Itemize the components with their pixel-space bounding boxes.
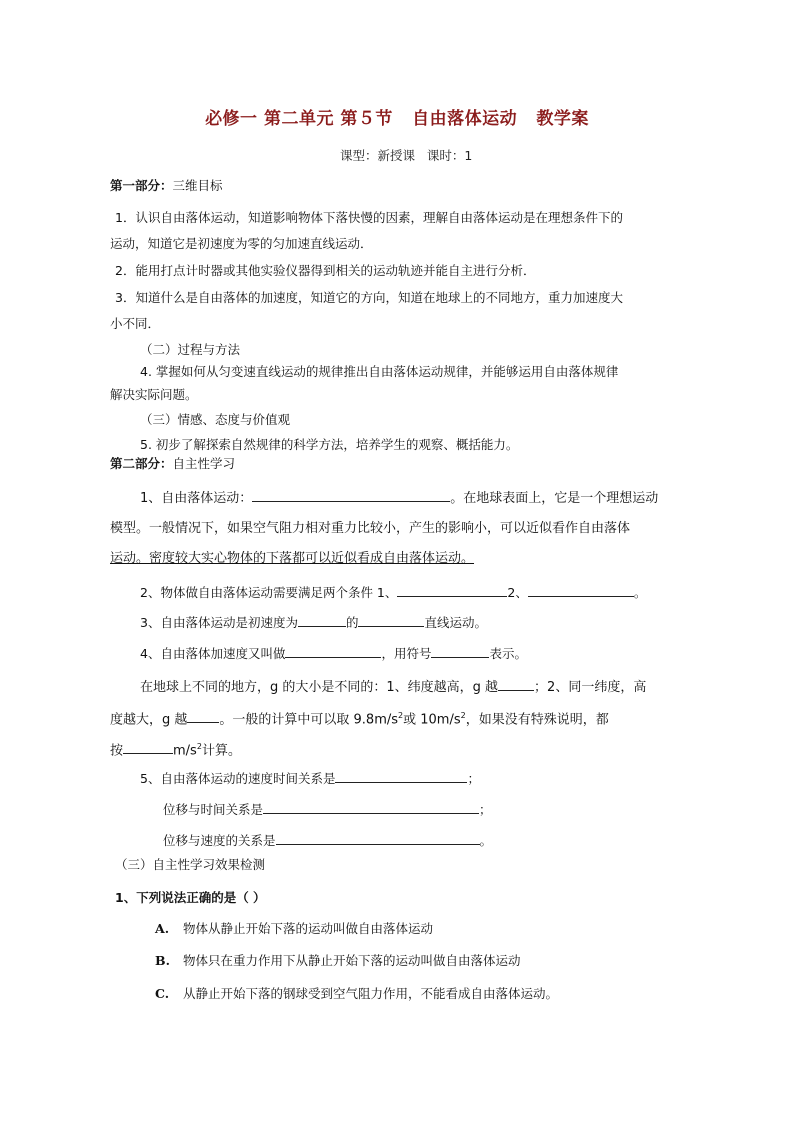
q3-line <box>140 612 720 633</box>
blank-g-latitude[interactable] <box>498 676 534 691</box>
q3-prefix: 3、自由落体运动是初速度为 <box>140 615 298 630</box>
q5-a-prefix: 5、自由落体运动的速度时间关系是 <box>140 771 336 786</box>
g-c-unit: m/s <box>173 743 197 759</box>
q1-line-a <box>140 487 720 509</box>
q5-line-b <box>163 799 743 820</box>
mc-question-1-text: 1、下列说法正确的是（ ） <box>115 890 266 905</box>
part2-heading-label: 第二部分： <box>110 456 173 471</box>
q5-line-c <box>163 830 743 851</box>
blank-free-fall-definition[interactable] <box>252 487 450 502</box>
objective-5: 5. 初步了解探索自然规律的科学方法，培养学生的观察、概括能力。 <box>140 437 519 452</box>
blank-displacement-velocity[interactable] <box>276 830 480 845</box>
objective-3b: 小不同． <box>110 316 161 331</box>
q1-suffix: 。在地球表面上，它是一个理想运动 <box>450 491 659 506</box>
mc-question-1 <box>115 888 695 908</box>
q5-b-suffix: ； <box>479 802 492 817</box>
q3-mid: 的 <box>345 615 359 630</box>
g-c-sup: 2 <box>196 742 202 751</box>
option-b-text: 物体只在重力作用下从静止开始下落的运动叫做自由落体运动 <box>183 953 521 968</box>
option-c-text: 从静止开始下落的钢球受到空气阻力作用，不能看成自由落体运动。 <box>183 986 559 1001</box>
blank-g-default[interactable] <box>123 739 173 754</box>
blank-condition-1[interactable] <box>397 582 507 597</box>
objective-1a: 1．认识自由落体运动，知道影响物体下落快慢的因素，理解自由落体运动是在理想条件下的 <box>115 210 623 225</box>
q1-underlined-text: 运动。密度较大实心物体的下落都可以近似看成自由落体运动。 <box>110 551 475 566</box>
q5-c-suffix: 。 <box>479 833 493 848</box>
g-b-value-1: 。一般的计算中可以取 9.8m/s <box>219 712 399 728</box>
part1-heading-label: 第一部分： <box>110 178 173 193</box>
g-c-suffix: 计算。 <box>201 743 241 759</box>
q1-line-c <box>110 549 690 569</box>
q4-prefix: 4、自由落体加速度又叫做 <box>140 646 286 661</box>
g-c-prefix: 按 <box>110 743 124 759</box>
blank-g-altitude[interactable] <box>187 708 219 723</box>
q3-suffix: 直线运动。 <box>424 615 487 630</box>
objective-4b: 解决实际问题。 <box>110 387 198 402</box>
mc-option-a[interactable] <box>155 919 735 939</box>
q5-c-prefix: 位移与速度的关系是 <box>163 833 276 848</box>
g-b-sup-1: 2 <box>398 711 404 720</box>
g-b-suffix: ，如果没有特殊说明，都 <box>465 712 609 728</box>
q5-b-prefix: 位移与时间关系是 <box>163 802 264 817</box>
blank-acceleration-name[interactable] <box>285 643 381 658</box>
g-a-prefix: 在地球上不同的地方，g 的大小是不同的：1、纬度越高，g 越 <box>140 680 499 695</box>
option-c-label: C. <box>155 986 170 1001</box>
q5-a-suffix: ； <box>467 771 480 786</box>
option-b-label: B. <box>155 953 170 968</box>
q2-prefix: 2、物体做自由落体运动需要满足两个条件 1、 <box>140 585 398 600</box>
objective-2: 2．能用打点计时器或其他实验仪器得到相关的运动轨迹并能自主进行分析． <box>115 263 536 278</box>
blank-initial-velocity[interactable] <box>298 612 346 627</box>
q2-suffix: 。 <box>633 585 647 600</box>
q4-mid: ，用符号 <box>381 646 432 661</box>
g-b-sup-2: 2 <box>460 711 466 720</box>
page-title: 必修一 第二单元 第５节 自由落体运动 教学案 <box>205 109 589 129</box>
mc-option-b[interactable] <box>155 951 735 971</box>
q1-line-b: 模型。一般情况下，如果空气阻力相对重力比较小，产生的影响小，可以近似看作自由落体 <box>110 521 631 536</box>
q4-line <box>140 643 720 664</box>
option-a-label: A. <box>155 921 170 936</box>
blank-motion-type[interactable] <box>358 612 424 627</box>
q4-suffix: 表示。 <box>489 646 527 661</box>
blank-velocity-time[interactable] <box>335 768 467 783</box>
g-line-c <box>110 737 690 761</box>
g-b-prefix: 度越大，g 越 <box>110 712 188 728</box>
part3-heading: （三）自主性学习效果检测 <box>115 857 266 872</box>
blank-symbol[interactable] <box>431 643 489 658</box>
q2-mid: 2、 <box>507 585 528 600</box>
g-a-suffix: ；2、同一纬度，高 <box>534 680 647 695</box>
blank-condition-2[interactable] <box>528 582 634 597</box>
part2-heading-text: 自主性学习 <box>172 456 236 471</box>
option-a-text: 物体从静止开始下落的运动叫做自由落体运动 <box>183 921 434 936</box>
blank-displacement-time[interactable] <box>263 799 479 814</box>
part1-heading <box>110 176 690 196</box>
q1-prefix: 1、自由落体运动： <box>140 491 253 506</box>
objective-3a: 3．知道什么是自由落体的加速度，知道它的方向，知道在地球上的不同地方，重力加速度大 <box>115 290 623 305</box>
q5-line-a <box>140 768 720 789</box>
q2-line <box>140 582 720 603</box>
g-b-value-2: 或 10m/s <box>403 712 461 728</box>
lesson-info: 课型：新授课 课时：1 <box>340 148 473 163</box>
part2-heading <box>110 454 690 474</box>
objective-4a: 4. 掌握如何从匀变速直线运动的规律推出自由落体运动规律，并能够运用自由落体规律 <box>140 364 619 379</box>
subheading-values: （三）情感、态度与价值观 <box>140 412 291 427</box>
mc-option-c[interactable] <box>155 984 735 1004</box>
objective-1b: 运动，知道它是初速度为零的匀加速直线运动． <box>110 236 373 251</box>
g-line-a <box>140 676 720 698</box>
g-line-b <box>110 706 690 730</box>
part1-heading-text: 三维目标 <box>172 178 223 193</box>
subheading-process: （二）过程与方法 <box>140 342 241 357</box>
